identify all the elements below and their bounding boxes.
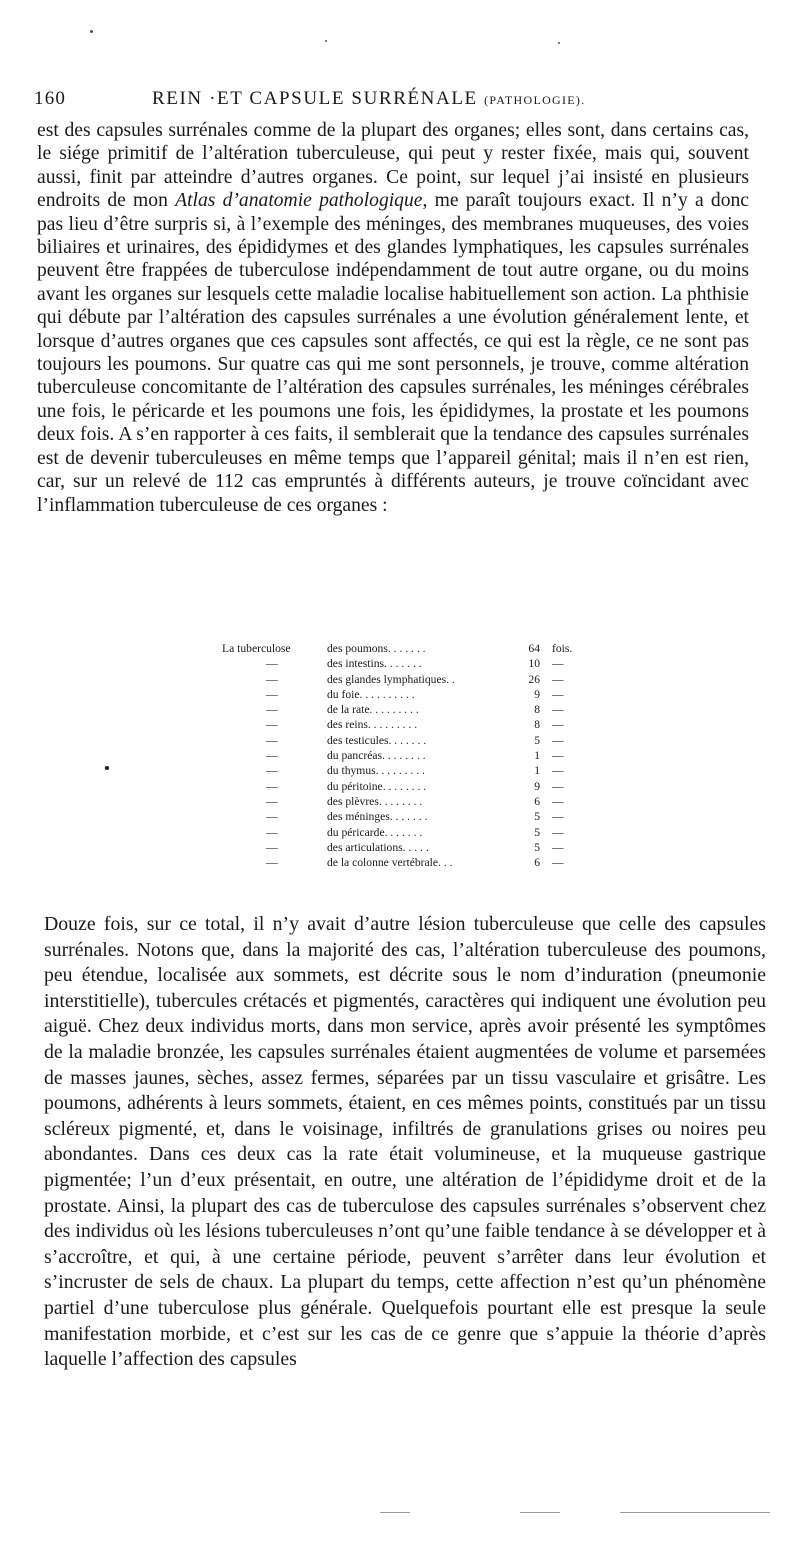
row-count: 5 [534,825,540,839]
row-organ: de la rate. . . . . . . . . [327,703,419,717]
row-unit: — [552,718,564,732]
ditto-dash: — [266,779,278,793]
print-speck [558,42,560,44]
row-organ: des méninges. . . . . . . [327,810,428,824]
row-unit: — [552,703,564,717]
row-unit: — [552,810,564,824]
row-organ: du foie. . . . . . . . . . [327,687,415,701]
table-row [222,809,602,824]
tuberculosis-coincidence-table [222,641,602,870]
table-row [222,794,602,809]
row-count: 1 [534,749,540,763]
row-organ: des testicules. . . . . . . [327,733,427,747]
row-unit: — [552,764,564,778]
row-unit: — [552,856,564,870]
table-row [222,840,602,855]
row-count: 5 [534,810,540,824]
row-count: 6 [534,794,540,808]
row-organ: des articulations. . . . . [327,840,429,854]
row-organ: des intestins. . . . . . . [327,657,422,671]
ditto-dash: — [266,657,278,671]
running-title-main: REIN ·ET CAPSULE SURRÉNALE [152,88,485,109]
print-speck [325,40,327,42]
table-row [222,855,602,870]
table-row [222,672,602,687]
row-count: 9 [534,779,540,793]
row-count: 9 [534,687,540,701]
row-unit: — [552,672,564,686]
running-title-section: (PATHOLOGIE). [484,93,586,107]
row-unit: — [552,794,564,808]
ditto-dash: — [266,703,278,717]
row-count: 10 [528,657,540,671]
table-row [222,641,602,656]
running-title [152,88,586,110]
row-unit: — [552,825,564,839]
row-count: 8 [534,718,540,732]
ditto-dash: — [266,718,278,732]
row-count: 5 [534,733,540,747]
row-count: 5 [534,840,540,854]
ditto-dash: — [266,672,278,686]
row-organ: des plèvres. . . . . . . . [327,794,423,808]
row-unit: — [552,779,564,793]
row-organ: des glandes lymphatiques. . [327,672,455,686]
table-row [222,733,602,748]
row-unit: — [552,749,564,763]
page-number: 160 [34,88,67,109]
ditto-dash: — [266,840,278,854]
row-organ: du péritoine. . . . . . . . [327,779,427,793]
row-count: 6 [534,856,540,870]
ditto-dash: — [266,856,278,870]
ditto-dash: — [266,764,278,778]
page-header [34,86,754,116]
print-speck [105,766,109,770]
row-lead-label: La tuberculose [222,642,291,655]
row-count: 26 [528,672,540,686]
print-speck [90,30,93,33]
table-row [222,748,602,763]
bottom-print-mark [620,1512,770,1513]
table-row [222,656,602,671]
paragraph-1-text-a: est des capsules surrénales comme de la plupart des organes; elles sont, dans certains cas, le siége primitif de l’altération tuberculeuse, qui peut y rester fixée, mais qui, souvent aussi, finit par atteindre d’autres organes. Ce point, sur lequel j’ai insisté en plusieurs endroits de mon [37,120,749,212]
ditto-dash: — [266,825,278,839]
row-unit: fois. [552,642,573,655]
ditto-dash: — [266,749,278,763]
row-unit: — [552,687,564,701]
row-unit: — [552,840,564,854]
table-row [222,825,602,840]
row-count: 64 [528,642,540,655]
ditto-dash: — [266,810,278,824]
bottom-print-mark [380,1512,410,1513]
ditto-dash: — [266,733,278,747]
row-count: 8 [534,703,540,717]
row-unit: — [552,733,564,747]
row-organ: du péricarde. . . . . . . [327,825,423,839]
row-organ: du pancréas. . . . . . . . [327,749,426,763]
table-row [222,717,602,732]
table-row [222,702,602,717]
table-row [222,763,602,778]
row-organ: des reins. . . . . . . . . [327,718,418,732]
bottom-print-mark [520,1512,560,1513]
row-unit: — [552,657,564,671]
row-count: 1 [534,764,540,778]
ditto-dash: — [266,794,278,808]
paragraph-1-text-b: , me paraît toujours exact. Il n’y a donc pas lieu d’être surpris si, à l’exemple des méninges, des membranes muqueuses, des voies biliaires et urinaires, des épididymes et des glandes lymphatiques, les capsules surrénales peuvent être frappées de tuberculose indépendamment de tout autre organe, ou du moins avant les organes sur lesquels cette maladie localise habituellement son action. La phthisie qui débute par l’altération des capsules surrénales a une évolution généralement lente, et lorsque d’autres organes que ces capsules sont affectés, ce qui est la règle, ce ne sont pas toujours les poumons. Sur quatre cas qui me sont personnels, je trouve, comme altération tuberculeuse concomitante de l’altération des capsules surrénales, les méninges cérébrales une fois, le péricarde et les poumons une fois, les épididymes, la prostate et les poumons deux fois. A s’en rapporter à ces faits, il semblerait que la tendance des capsules surrénales est de devenir tuberculeuses en même temps que l’appareil génital; mais il n’en est rien, car, sur un relevé de 112 cas empruntés à différents auteurs, je trouve coïncidant avec l’inflammation tuberculeuse de ces organes : [37,190,749,516]
table-row [222,779,602,794]
book-title-italic: Atlas d’anatomie pathologique [175,190,423,212]
row-organ: des poumons. . . . . . . [327,642,426,655]
paragraph-1 [37,119,749,517]
table-row [222,687,602,702]
row-organ: de la colonne vertébrale. . . [327,856,453,870]
ditto-dash: — [266,687,278,701]
paragraph-2: Douze fois, sur ce total, il n’y avait d’autre lésion tuberculeuse que celle des capsules surrénales. Notons que, dans la majorité des cas, l’altération tuberculeuse des poumons, peu étendue, localisée aux sommets, est décrite sous le nom d’induration (pneumonie interstitielle), tubercules crétacés et pigmentés, caractères qui indiquent une évolution peu aiguë. Chez deux individus morts, dans mon service, après avoir présenté les symptômes de la maladie bronzée, les capsules surrénales étaient augmentées de volume et parsemées de masses jaunes, sèches, assez fermes, séparées par un tissu vasculaire et grisâtre. Les poumons, adhérents à leurs sommets, étaient, en ces mêmes points, constitués par un tissu scléreux pigmenté, et, dans le voisinage, infiltrés de granulations grises ou noires peu abondantes. Dans ces deux cas la rate était volumineuse, et la muqueuse gastrique pigmentée; l’un d’eux présentait, en outre, une altération de l’épididyme droit et de la prostate. Ainsi, la plupart des cas de tuberculose des capsules surrénales s’observent chez des individus où les lésions tuberculeuses n’ont qu’une faible tendance à se développer et à s’accroître, et qui, à une certaine période, peuvent s’arrêter dans leur évolution et s’incruster de sels de chaux. La plupart du temps, cette affection n’est qu’un phénomène partiel d’une tuberculose plus générale. Quelquefois pourtant elle est presque la seule manifestation morbide, et c’est sur les cas de ce genre que s’appuie la théorie d’après laquelle l’affection des capsules [44,913,766,1371]
row-organ: du thymus. . . . . . . . . [327,764,425,778]
